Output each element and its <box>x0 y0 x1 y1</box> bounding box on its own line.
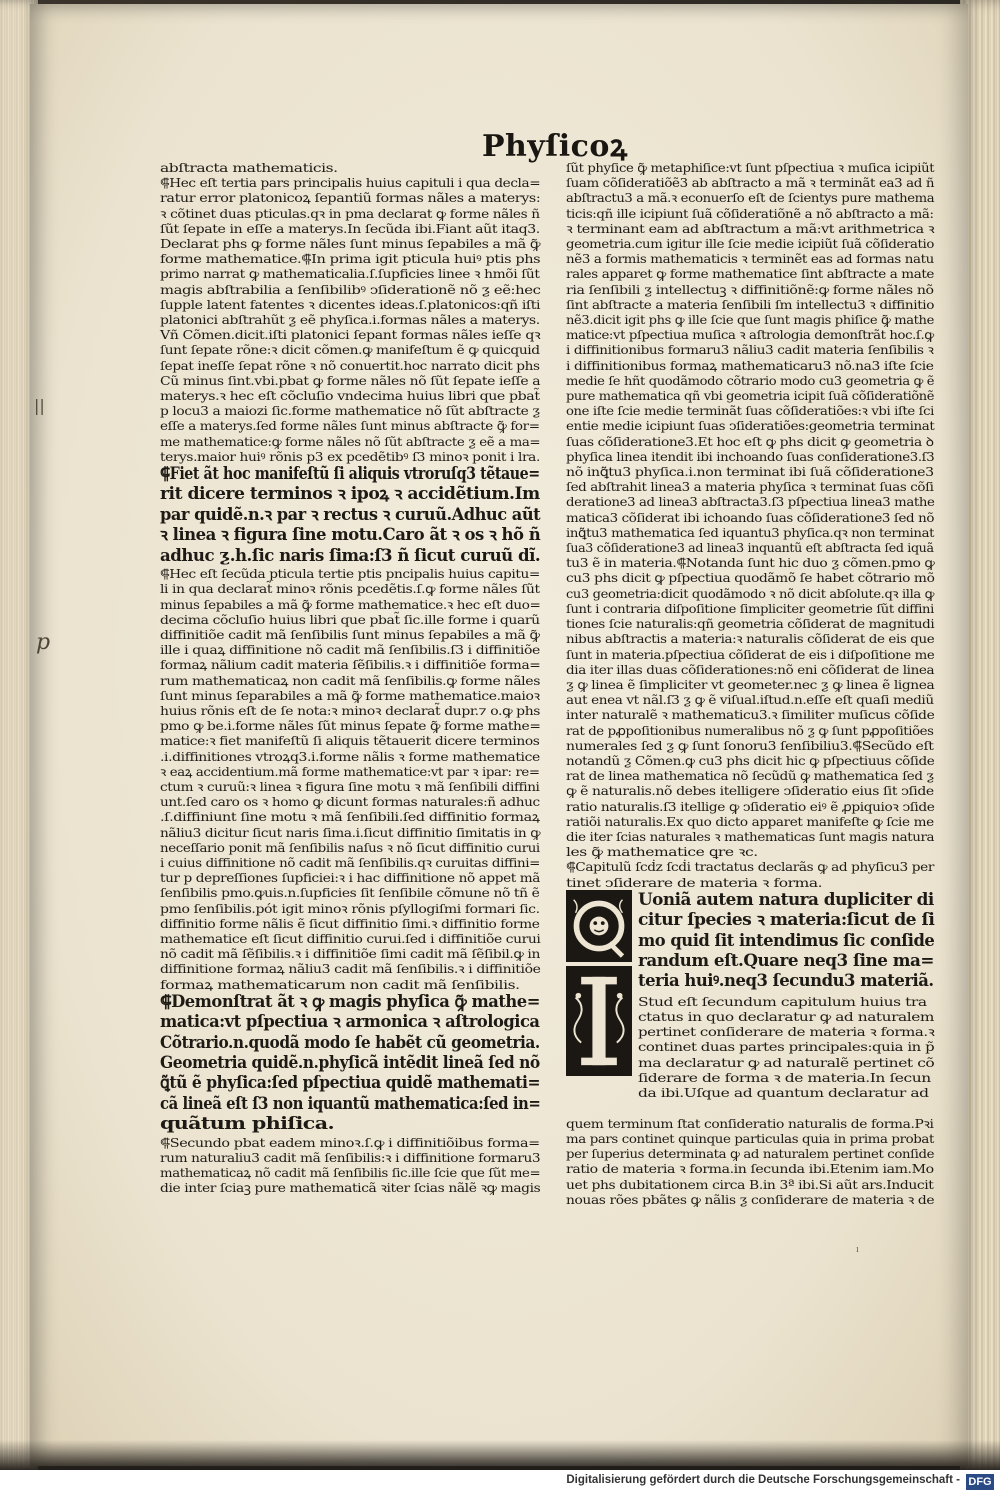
text-line: ſunt in materia.pſpectiua cõſiderat de eis i diſpoſitione me <box>566 646 935 662</box>
text-beside-initial <box>638 890 934 992</box>
text-line: mathematice eſt ſicut diffinitio curui.ſed i diffinitiõe curui <box>160 930 541 946</box>
text-line: per ſuperius determinata ꝙ ad naturalem pertinet conſide <box>566 1146 935 1162</box>
text-line: entie medie icipiunt ſuas ↄſideratiões:geometria terminat <box>566 418 935 434</box>
text-line: ꝙ ẽ naturalis.nõ debes itelligere ↄſideratio eius ſit ↄſide <box>566 783 934 799</box>
text-line: forme mathematice.⸿In prima igit pticula huiꝰ ptis phs <box>160 251 541 267</box>
text-line-large: par quidẽ.n.ꝛ par ꝛ rectus ꝛ curuũ.Adhuc aũt <box>160 504 541 524</box>
text-line: decima cõcluſio huius libri que pbat̃ ſic.ille forme i quarũ <box>160 611 540 627</box>
text-line: minus ſepabiles a mã ꝙ̃ forme mathematice.ꝛ hec eſt duo= <box>160 596 541 612</box>
text-line: ſint abſtracte a materia ſenſibili ſm intellectu3 ꝛ diffinitio <box>566 296 935 312</box>
text-line: ſunt ſepate rõne:ꝛ dicit cõmen.ꝙ manifeſtum ẽ ꝙ quicquid <box>160 342 540 358</box>
right-commentary-final <box>566 1116 934 1207</box>
text-line: neceſſario ponit mã ſenſibilis naſus ꝛ nõ ſicut diffinitio curui <box>160 839 540 855</box>
text-line: mathematicaꝝ nõ cadit mã ſenſibilis ſic.ille ſcie que ſũt me= <box>160 1165 541 1181</box>
text-line: one iſte ſcie medie terminãt ſuas cõſideratiões:ꝛ vbi iſte ſci <box>566 403 935 419</box>
initial-q-icon <box>568 892 630 960</box>
text-line: ticis:qñ ille icipiunt ſuã cõſideratiõnẽ a nõ abſtracto a mã: <box>566 205 934 221</box>
text-line: pmo ſenſibilis.pót igit minoꝛ rõnis pſyllogiſmi formari ſic. <box>160 900 540 916</box>
text-line: platonici abſtrahũt ƺ eẽ phyſica.i.formas nãles a materys. <box>160 312 540 328</box>
initial-i-icon <box>568 968 630 1074</box>
text-line-large: adhuc ƺ.h.ſic naris ſima:ſ3 ñ ſicut curuũ dĩ. <box>160 545 541 565</box>
text-line: primo narrat ꝙ mathematicalia.ſ.ſupficies linee ꝛ hmõi ſũt <box>160 266 540 282</box>
text-line: nẽ3 a formis mathematicis ꝛ terminẽt eas ad formas natu <box>566 251 934 267</box>
text-line: materys.ꝛ hec eſt cõcluſio vndecima huius libri que pbat̃ <box>160 388 540 404</box>
chapter-note-line: ⸿Capitulũ ſcḋz ſcḋi tractatus declarãs ꝙ ad phyſicu3 per <box>566 859 934 875</box>
right-column <box>566 160 934 1207</box>
text-line: les ꝙ̃ mathematice ꝗre ꝛc. <box>566 844 758 860</box>
text-line: i diffinitionibus formaꝝ mathematicaru3 nõ.na3 iſte ſcie <box>566 357 934 373</box>
text-line-large: quãtum phiſica. <box>160 1114 335 1134</box>
text-line: i cuius diffinitione nõ cadit mã ſenſibilis.qꝛ curuitas diffini= <box>160 854 540 870</box>
text-line: ctum ꝛ curuũ:ꝛ linea ꝛ figura ſine motu ꝛ mã ſenſibili diffini <box>160 778 540 794</box>
text-line-large: teria huiꝰ.neq3 ſecundu3 materiã. <box>638 971 934 991</box>
text-line: rum naturaliu3 cadit mã ſenſibilis:ꝛ i diffinitione formaru3 <box>160 1149 541 1165</box>
text-line: Stud eſt ſecundum capitulum huius tra <box>638 993 927 1009</box>
text-line: ille i quaꝝ diffinitione nõ cadit mã ſenſibilis.ſ3 i diffinitiõe <box>160 642 540 658</box>
text-line: pertinet conſiderare de materia ꝛ forma.ꝛ <box>638 1024 935 1040</box>
text-line: huius rõnis eſt de ſe nota:ꝛ minoꝛ declarat̃ dupr.⁊ o.ꝙ phs <box>160 702 541 718</box>
text-line: terys.maior huiꝰ rõnis p3 ex pcedẽtibꝰ ſ3 minoꝛ ponit i lra. <box>160 448 540 464</box>
text-line: ⸿Hec eſt ſecũda pticula tertie ptis pncipalis huius capitu= <box>160 566 540 582</box>
text-line: quem terminum ſtat conſideratio naturalis de forma.Pꝛi <box>566 1115 934 1131</box>
text-line: matice:ꝛ fiet manifeſtũ ſi aliquis tẽtauerit dicere terminos <box>160 733 540 749</box>
text-line: nõ inꝗ̃tu3 phyſica.i.non terminat ibi ſuã cõſideratione3 <box>566 464 934 480</box>
text-line: i diffinitionibus formaru3 nãliu3 cadit materia ſenſibilis ꝛ <box>566 342 934 358</box>
text-line: tiones ſcie naturalis:qñ geometria cõſiderat de magnitudi <box>566 616 935 632</box>
text-line-large: randum eſt.Quare neq3 ſine ma= <box>638 950 934 970</box>
dfg-logo: DFG <box>966 1474 994 1490</box>
text-line: ratio de materia ꝛ forma.in ſecunda ibi.Etenim iam.Mo <box>566 1161 934 1177</box>
ink-speck: ı <box>856 1244 859 1255</box>
text-line: abſtracta mathematicis. <box>160 160 338 175</box>
text-line-large: cã lineã eſt ſ3 non iquantũ mathematica:ſed in= <box>160 1093 541 1113</box>
text-line: ratio naturalis.ſ3 itellige ꝙ ↄſideratio eiꝰ ẽ ꝓpiquioꝛ ↄſide <box>566 798 935 814</box>
text-line: ria ſenſibili ƺ intellectuꝫ ꝛ diffinitiõnẽ:ꝙ forme nãles nõ <box>566 281 934 297</box>
text-line-large: Cõtrario.n.quodã modo ſe habẽt cũ geometria. <box>160 1032 540 1052</box>
text-line: Vñ Cõmen.dicit.iſti platonici ſepant formas nãles ieſſe qꝛ <box>160 327 541 343</box>
bottom-shadow <box>0 1440 1000 1470</box>
left-column <box>160 160 540 1195</box>
text-line: ſũt phyſice ꝙ̃ metaphiſice:vt ſunt pſpectiua ꝛ muſica icipiũt <box>566 160 935 175</box>
woodcut-initial-i <box>566 966 632 1076</box>
chapter-note-line: tinet ↄſiderare de materia ꝛ forma. <box>566 874 823 890</box>
left-text-block-2 <box>160 992 540 1135</box>
left-text-block-1 <box>160 464 540 566</box>
text-line: magis abſtrabilia a ſenſibilibꝰ ↄſiderationẽ nõ ƺ eẽ:hec <box>160 281 541 297</box>
text-line: ƺ ꝙ linea ẽ ſimpliciter vt geometer.nec ƺ ꝙ linea ẽ lignea <box>566 676 935 692</box>
text-line: numerales ſed ƺ ꝙ ſunt ſonoru3 ſenſibiliu3.⸿Secũdo eſt <box>566 737 934 753</box>
text-line: ſũt ſepate in eſſe a materys.In ſecũda ibi.Fiant aũt itaq3. <box>160 220 540 236</box>
text-line: pmo ꝙ be.i.forme nãles ſũt minus ſepate ꝙ̃ forme mathe= <box>160 718 541 734</box>
text-line: ſenſibilis pmo.ꝙuis.n.ſupficies ſit ſenſibile cõmune nõ tñ ẽ <box>160 885 540 901</box>
left-commentary-block-2 <box>160 566 540 992</box>
text-line: phyſica linea itendit ibi inchoando ſuas conſideratione3.ſ3 <box>566 448 935 464</box>
left-commentary-block-1 <box>160 160 540 464</box>
text-line: diffinitione formaꝝ nãliu3 cadit mã ſenſibilis.ꝛ i diffinitiõe <box>160 961 541 977</box>
text-line: continet duas partes principales:quia in p̃ <box>638 1039 935 1055</box>
text-line: ſupple latent fatentes ꝛ dicentes ideas.ſ.platonicos:qñ iſti <box>160 296 541 312</box>
text-line: nõ cadit mã ſẽſibilis.ꝛ i diffinitiõe ſimi cadit mã ſẽſibil.ꝙ in <box>160 946 541 962</box>
text-line: ⸿Hec eſt tertia pars principalis huius capituli i qua decla= <box>160 175 541 191</box>
text-line: p locu3 a maiozi ſic.forme mathematice nõ ſũt abſtracte ƺ <box>160 403 540 419</box>
woodcut-initial-q <box>566 890 632 962</box>
text-line: pure mathematica qñ vbi geometria icipit ſuã cõſideratiõnẽ <box>566 388 935 404</box>
chapter-heading-note <box>566 859 934 889</box>
text-line: da ibi.Uſque ad quantum declaratur ad <box>638 1084 929 1100</box>
text-line: formaꝝ mathematicarum non cadit mã ſenſibilis. <box>160 976 520 992</box>
text-line: ſuas cõſideratione3.Et hoc eſt ꝙ phs dicit ꝙ geometria ꝺ <box>566 433 934 449</box>
text-line: ratur error platonicoꝝ ſepantiũ formas nãles a materys: <box>160 190 541 206</box>
text-line: notandũ ƺ Cõmen.ꝙ cu3 phs dicit hic ꝙ pſpectiuus cõſide <box>566 752 935 768</box>
text-line-large: ꝗ̃tũ ẽ phyſica:ſed pſpectiua quidẽ mathemati= <box>160 1073 541 1093</box>
text-line: matica3 cõſiderat ibi ichoando ſuas cõſideratione3 ſed nõ <box>566 509 935 525</box>
text-line: ma pars continet quinque particulas quia in prima probat <box>566 1130 934 1146</box>
text-line-large: matica:vt pſpectiua ꝛ armonica ꝛ aſtrologica <box>160 1012 540 1032</box>
footer-bar <box>0 1470 1000 1494</box>
text-line: inter naturalẽ ꝛ mathematicu3.ꝛ ſimiliter muſicus cõſide <box>566 707 935 723</box>
text-line: cu3 geometria:dicit quodãmodo ꝛ nõ dicit abſolute.qꝛ illa ꝙ <box>566 585 934 601</box>
text-line: tur p depreſſiones ſupficiei:ꝛ i hac diffinitione nõ appet mã <box>160 870 541 886</box>
text-line: aut enea vt nãl.ſ3 ƺ ꝙ ẽ viſual.iſtud.n.eſſe eſt quaſi mediũ <box>566 692 934 708</box>
margin-ink-mark: || <box>34 396 45 415</box>
footer-credit: Digitalisierung gefördert durch die Deutsche Forschungsgemeinschaft - <box>566 1474 960 1486</box>
text-line: ſua3 cõſideratione3 ad linea3 inquantũ eſt abſtracta ſed iquã <box>566 540 934 556</box>
text-line-large: Geometria quidẽ.n.phyſicã intẽdit lineã ſed nõ <box>160 1053 540 1072</box>
text-line: rat de linea mathematica nõ ſecũdũ ꝙ mathematica ſed ƺ <box>566 768 934 784</box>
text-line: matice:vt pſpectiua muſica ꝛ aſtrologia demonſtrãt hoc.ſ.ꝙ <box>566 327 934 343</box>
right-commentary-block-1 <box>566 160 934 859</box>
text-line: unt.ſed caro os ꝛ homo ꝙ dicunt formas naturales:ñ adhuc <box>160 794 540 810</box>
text-line: rat de pꝓpoſitionibus numeralibus nõ ƺ ꝙ ſunt pꝓpoſitiões <box>566 722 934 738</box>
text-line: ꝛ cõtinet duas pticulas.qꝛ in pma declarat ꝙ forme nãles ñ <box>160 205 540 221</box>
text-line: diffinitiõe cadit mã ſenſibilis ſunt minus ſepabiles a mã ꝙ̃ <box>160 626 540 642</box>
text-line: ſed abſtrahit linea3 a materia phyſica ꝛ terminat ſuas cõſi <box>566 479 934 495</box>
text-line: diffinitio forme nãlis ẽ ſicut diffinitio ſimi.ꝛ diffinitio forme <box>160 915 540 931</box>
initial-section <box>566 890 934 1116</box>
text-line: eſſe a materys.ſed forme nãles ſunt minus abſtracte ꝙ̃ for= <box>160 418 540 434</box>
text-line: formaꝝ nãlium cadit materia ſẽſibilis.ꝛ i diffinitiõe forma= <box>160 657 541 673</box>
text-line: die iter ſcias naturales ꝛ mathematicas ſunt magis natura <box>566 828 935 844</box>
margin-note-p: p <box>36 630 51 655</box>
left-commentary-block-3 <box>160 1135 540 1196</box>
text-line: ſiderare de forma ꝛ de materia.In ſecun <box>638 1069 931 1085</box>
text-line-large: ⸿Demonſtrat ãt ꝛ ꝙ magis phyſica ꝙ̃ mathe= <box>160 991 540 1011</box>
text-line: me mathematice:ꝙ forme nãles nõ ſũt abſtracte ƺ eẽ a ma= <box>160 433 541 449</box>
text-line: Declarat phs ꝙ forme nãles ſunt minus ſepabiles a mã ꝙ̃ <box>160 236 541 252</box>
text-line: cu3 phs dicit ꝙ pſpectiua quodãmõ ſe habet cõtrario mõ <box>566 570 935 586</box>
text-line-large: citur ſpecies ꝛ materia:ſicut de ſi <box>638 910 935 930</box>
text-line: ctatus in quo declaratur ꝙ ad naturalem <box>638 1008 934 1024</box>
text-line: nẽ3.dicit igit phs ꝙ ille ſcie que ſunt magis phiſice ꝙ̃ mathe <box>566 312 934 328</box>
text-line: geometria.cum igitur ille ſcie medie icipiũt ſuã cõſideratio <box>566 236 934 252</box>
text-line: ratiõi naturalis.Ex quo dicto apparet manifeſte ꝙ ſcie me <box>566 813 934 829</box>
text-line: medie ſe hñt quodãmodo cõtrario modo cu3 geometria ꝙ ẽ <box>566 372 935 388</box>
text-line: dia iter illas duas cõſiderationes:nõ eni cõſiderat de linea <box>566 661 935 677</box>
text-line: ſepat ineſſe ſepat rõne ꝛ nõ conuertit.hoc narrato dicit phs <box>160 357 540 373</box>
text-line: tu3 ẽ in materia.⸿Notanda ſunt hic duo ƺ cõmen.pmo ꝙ <box>566 555 935 571</box>
text-line: ſunt minus ſeparabiles a mã ꝙ̃ forme mathematice.maioꝛ <box>160 687 540 703</box>
text-line: ꝛ eaꝝ accidentium.mã forme mathematice:vt par ꝛ ipar: re= <box>160 763 540 779</box>
text-line-large: rit dicere terminos ꝛ ipoꝝ ꝛ accidẽtium.Im <box>160 484 540 504</box>
text-line: die inter ſciaꝫ pure mathematicã ꝛiter ſcias nãlẽ ꝛꝙ magis <box>160 1180 541 1196</box>
text-line: nouas rões pbãtes ꝙ nãlis ƺ conſiderare de materia ꝛ de <box>566 1191 935 1207</box>
text-line-large: ⸿Fiet ãt hoc manifeſtũ ſi aliquis vtroruſq3 tẽtaue= <box>160 464 540 484</box>
text-line-large: ꝛ linea ꝛ figura ſine motu.Caro ãt ꝛ os ꝛ hõ ñ <box>160 525 541 545</box>
text-line: deratione3 ad linea3 abſtracta3.ſ3 pſpectiua linea3 mathe <box>566 494 935 510</box>
text-line: uet phs dubitationem circa B.in 3ª ibi.Si aũt ars.Inducit <box>566 1176 934 1192</box>
text-line: ſunt i contraria diſpoſitione ſimpliciter geometrie ſũt diffini <box>566 600 934 616</box>
text-line: li in qua declarat̃ minoꝛ rõnis pcedẽtis.ſ.ꝙ forme nãles ſũt <box>160 581 540 597</box>
text-line: .i.diffinitiones vtroꝝq3.i.forme nãlis ꝛ forme mathematice <box>160 748 540 764</box>
text-line: ꝛ terminant eam ad abſtractum a mã:vt arithmetrica ꝛ <box>566 220 935 236</box>
text-line: ma declaratur ꝙ ad naturalẽ pertinet cõ <box>638 1054 935 1070</box>
text-line: nibus abſtractis a materia:ꝛ naturalis cõſiderat de eis que <box>566 631 935 647</box>
running-head: Phyſicoꝝ <box>482 129 628 164</box>
commentary-beside-initial <box>638 994 934 1100</box>
text-line: rales apparet ꝙ forme mathematice ſint abſtracte a mate <box>566 266 935 282</box>
text-line: inꝗ̃tu3 mathematica ſed iquantu3 phyſica.qꝛ non terminat <box>566 524 935 540</box>
text-line-large: mo quid ſit intendimus ſic conſide <box>638 930 935 950</box>
text-line: rum mathematicaꝝ non cadit mã ſenſibilis.ꝙ forme nãles <box>160 672 541 688</box>
text-line-large: Uoniã autem natura dupliciter di <box>638 889 934 909</box>
text-line: abſtractu3 a mã.ꝛ econuerſo eſt de ſcientys pure mathema <box>566 190 935 206</box>
text-line: .ſ.diffiniunt ſine motu ꝛ mã ſenſibili.ſed diffinitio formaꝝ <box>160 809 540 825</box>
text-line: nãliu3 dicitur ſicut naris ſima.i.ſicut diffinitio ſimitatis in ꝙ <box>160 824 541 840</box>
text-line: ⸿Secundo pbat eadem minoꝛ.ſ.ꝙ i diffinitiõibus forma= <box>160 1134 540 1150</box>
text-line: ſuam cõſideratiõẽ3 ab abſtracto a mã ꝛ terminãt ea3 ad ñ <box>566 175 935 191</box>
text-line: Cũ minus ſint.vbi.pbat ꝙ forme nãles nõ ſũt ſepate ieſſe a <box>160 372 541 388</box>
